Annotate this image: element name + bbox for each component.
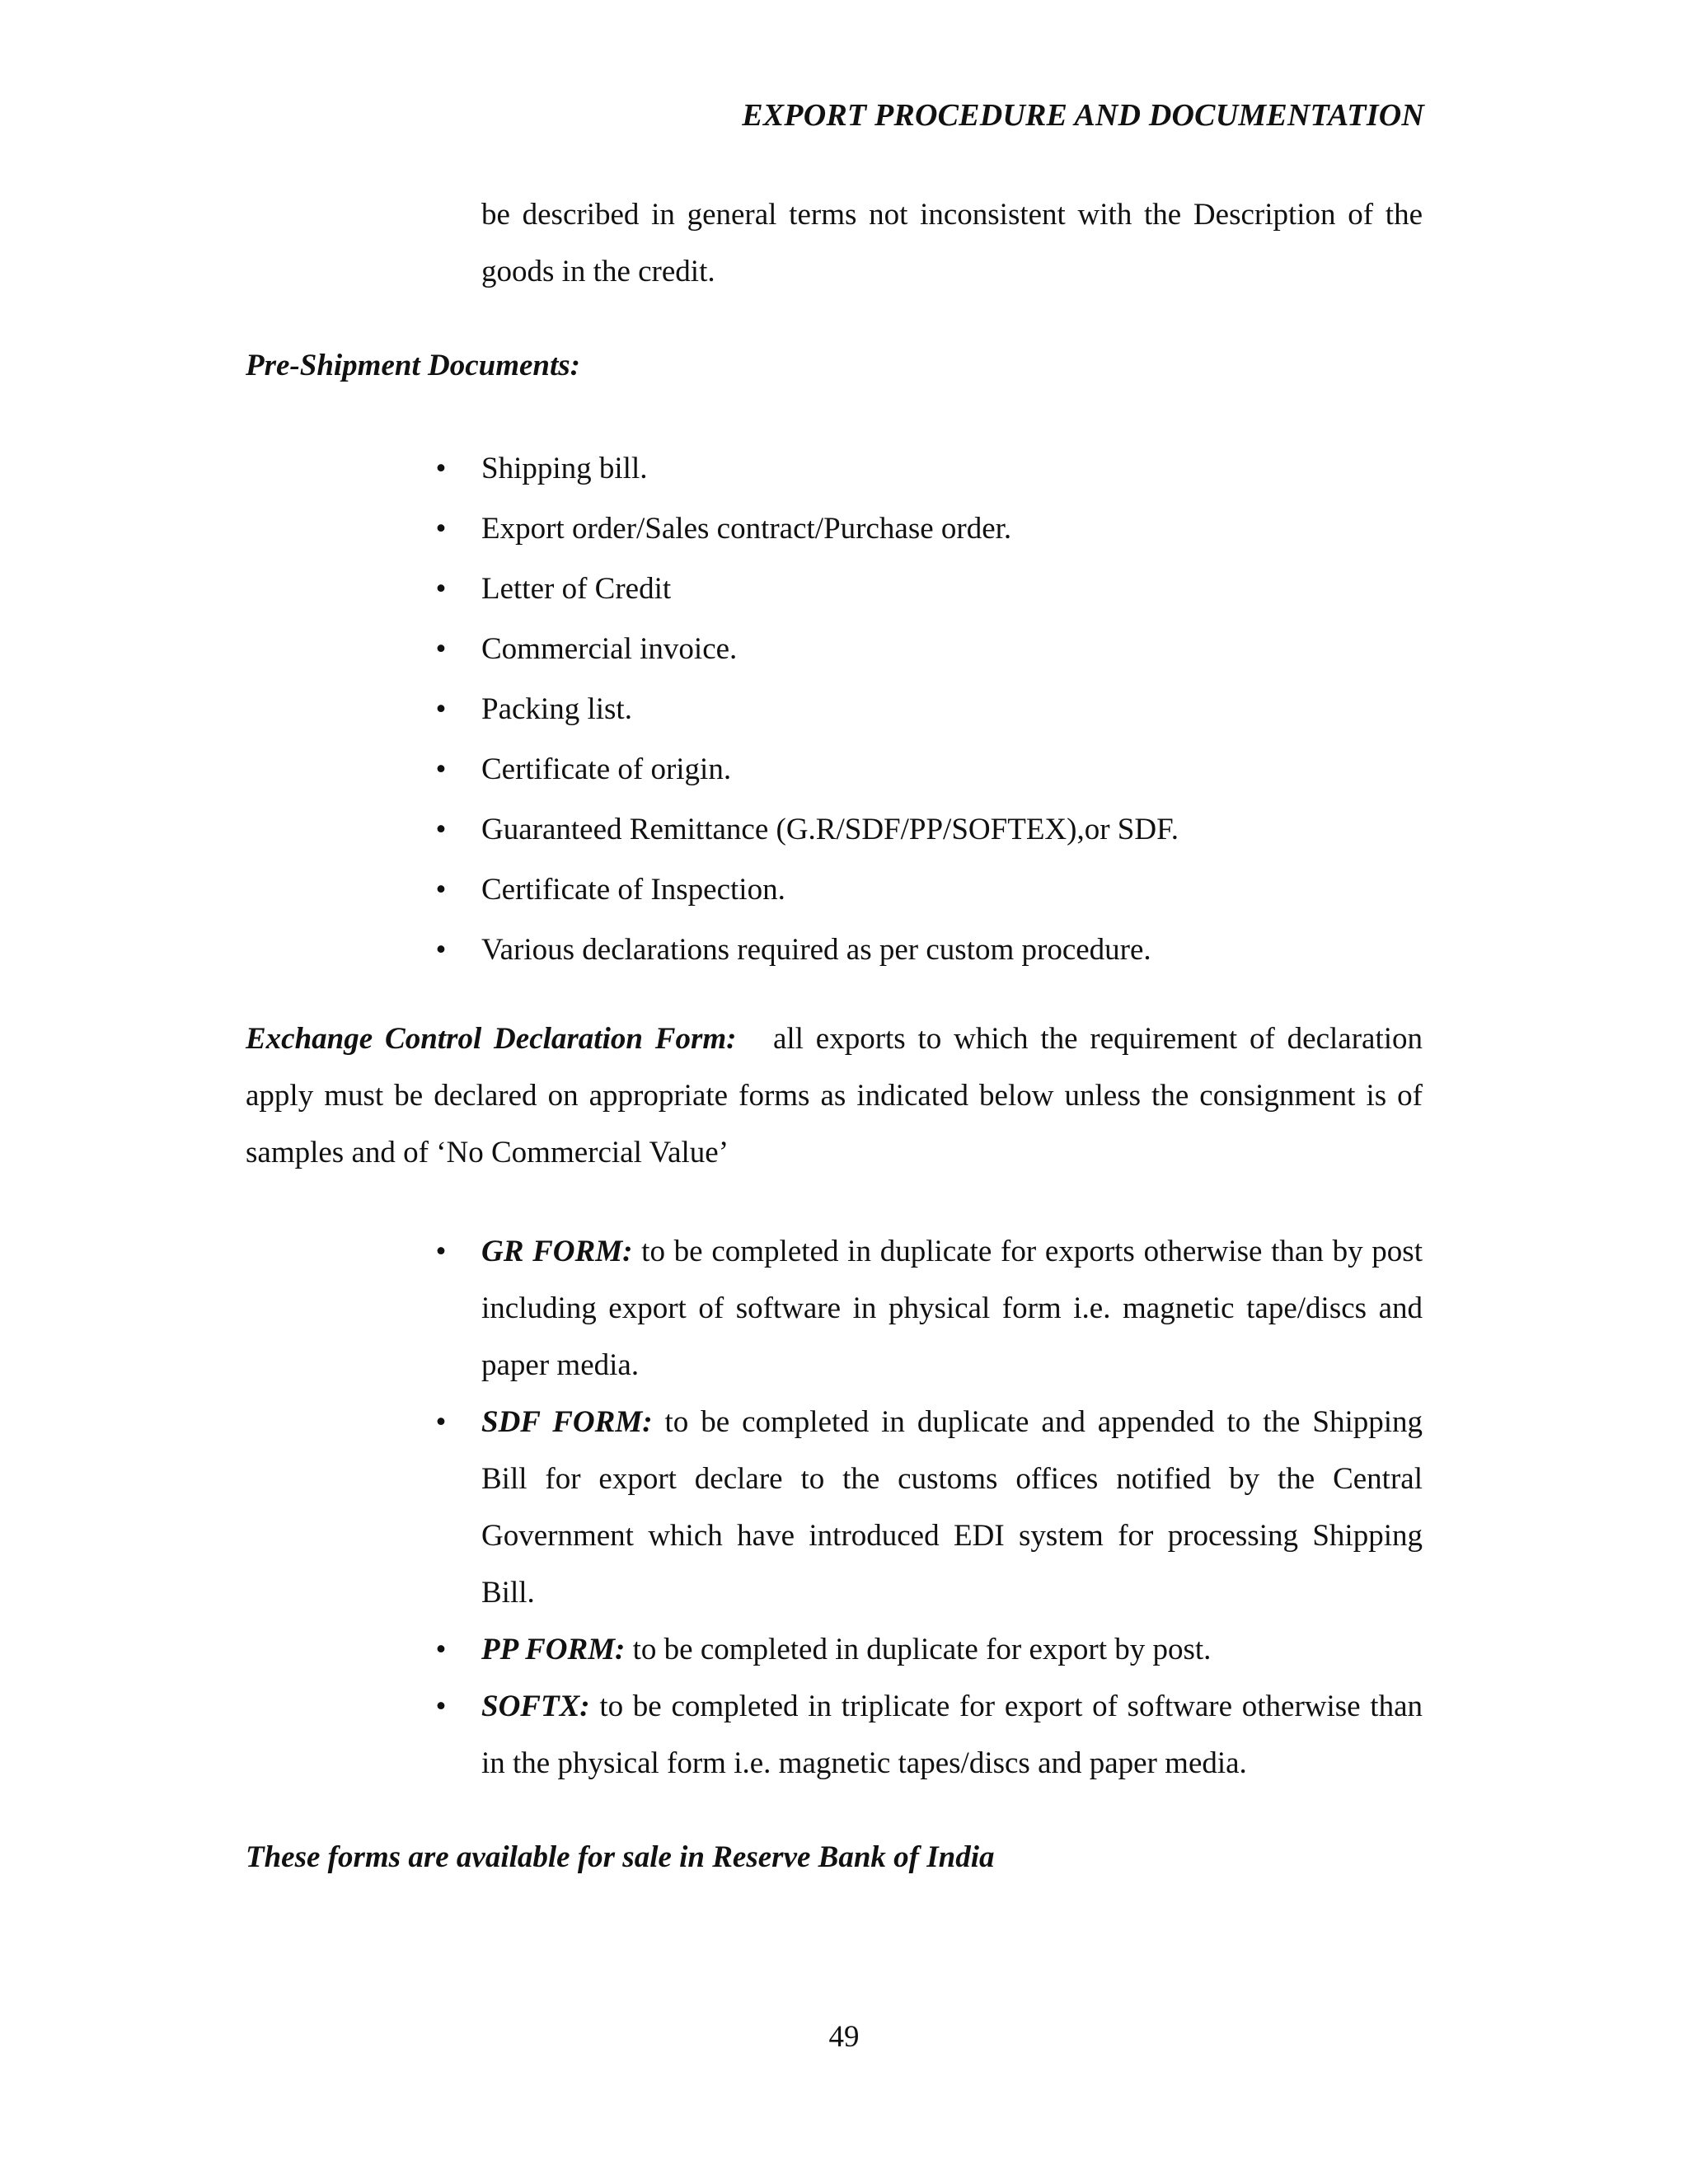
list-item-text: Letter of Credit bbox=[481, 572, 672, 606]
list-item bbox=[435, 499, 1423, 559]
bullet-icon: • bbox=[435, 1405, 447, 1439]
form-text-pp: to be completed in duplicate for export by post. bbox=[632, 1633, 1212, 1666]
list-item bbox=[435, 739, 1423, 799]
list-item-text: Commercial invoice. bbox=[481, 632, 738, 666]
form-term-gr: GR FORM: bbox=[481, 1235, 633, 1268]
list-item bbox=[435, 1394, 1423, 1621]
exchange-control-paragraph bbox=[246, 1010, 1423, 1181]
list-item bbox=[435, 920, 1423, 980]
bullet-icon: • bbox=[435, 572, 447, 606]
bullet-icon: • bbox=[435, 1690, 447, 1723]
form-text-softx: to be completed in triplicate for export of software otherwise than in the physical form i.e. magnetic tapes/discs and paper media. bbox=[481, 1690, 1423, 1780]
bullet-icon: • bbox=[435, 933, 447, 967]
bullet-icon: • bbox=[435, 873, 447, 907]
list-item bbox=[435, 1223, 1423, 1394]
list-item-text: Export order/Sales contract/Purchase order. bbox=[481, 512, 1012, 546]
exchange-control-term: Exchange Control Declaration Form: bbox=[246, 1022, 737, 1056]
list-item bbox=[435, 438, 1423, 499]
bullet-icon: • bbox=[435, 512, 447, 546]
forms-availability-note: These forms are available for sale in Reserve Bank of India bbox=[246, 1840, 995, 1874]
list-item-text: Certificate of Inspection. bbox=[481, 873, 785, 907]
bullet-icon: • bbox=[435, 692, 447, 726]
list-item bbox=[435, 679, 1423, 739]
list-item bbox=[435, 619, 1423, 679]
bullet-icon: • bbox=[435, 1235, 447, 1268]
list-item bbox=[435, 1621, 1423, 1678]
continuation-paragraph: be described in general terms not inconsistent with the Description of the goods in the credit. bbox=[481, 198, 1423, 288]
pre-shipment-heading: Pre-Shipment Documents: bbox=[246, 349, 580, 382]
list-item-text: Packing list. bbox=[481, 692, 632, 726]
list-item bbox=[435, 860, 1423, 920]
form-term-softx: SOFTX: bbox=[481, 1690, 590, 1723]
bullet-icon: • bbox=[435, 813, 447, 846]
form-term-sdf: SDF FORM: bbox=[481, 1405, 653, 1439]
list-item-text: Guaranteed Remittance (G.R/SDF/PP/SOFTEX),or SDF. bbox=[481, 813, 1179, 846]
declaration-forms-list bbox=[435, 1223, 1423, 1792]
list-item bbox=[435, 559, 1423, 619]
list-item-text: Various declarations required as per custom procedure. bbox=[481, 933, 1151, 967]
list-item-text: Certificate of origin. bbox=[481, 752, 732, 786]
exchange-control-text: all exports to which the requirement of declaration apply must be declared on appropriate forms as indicated below unless the consignment is of samples and of ‘No Commercial Value’ bbox=[246, 1022, 1423, 1169]
form-term-pp: PP FORM: bbox=[481, 1633, 626, 1666]
bullet-icon: • bbox=[435, 752, 447, 786]
bullet-icon: • bbox=[435, 452, 447, 485]
form-text-gr: to be completed in duplicate for exports otherwise than by post including export of software in physical form i.e. magnetic tape/discs and paper media. bbox=[481, 1235, 1423, 1382]
bullet-icon: • bbox=[435, 632, 447, 666]
page-number: 49 bbox=[828, 2020, 860, 2054]
pre-shipment-list bbox=[435, 438, 1423, 980]
list-item bbox=[435, 799, 1423, 860]
running-header: EXPORT PROCEDURE AND DOCUMENTATION bbox=[742, 98, 1424, 133]
form-text-sdf: to be completed in duplicate and appended to the Shipping Bill for export declare to the customs offices notified by the Central Government which have introduced EDI system for processing Shipping Bill. bbox=[481, 1405, 1423, 1610]
bullet-icon: • bbox=[435, 1633, 447, 1666]
list-item bbox=[435, 1678, 1423, 1792]
list-item-text: Shipping bill. bbox=[481, 452, 648, 485]
